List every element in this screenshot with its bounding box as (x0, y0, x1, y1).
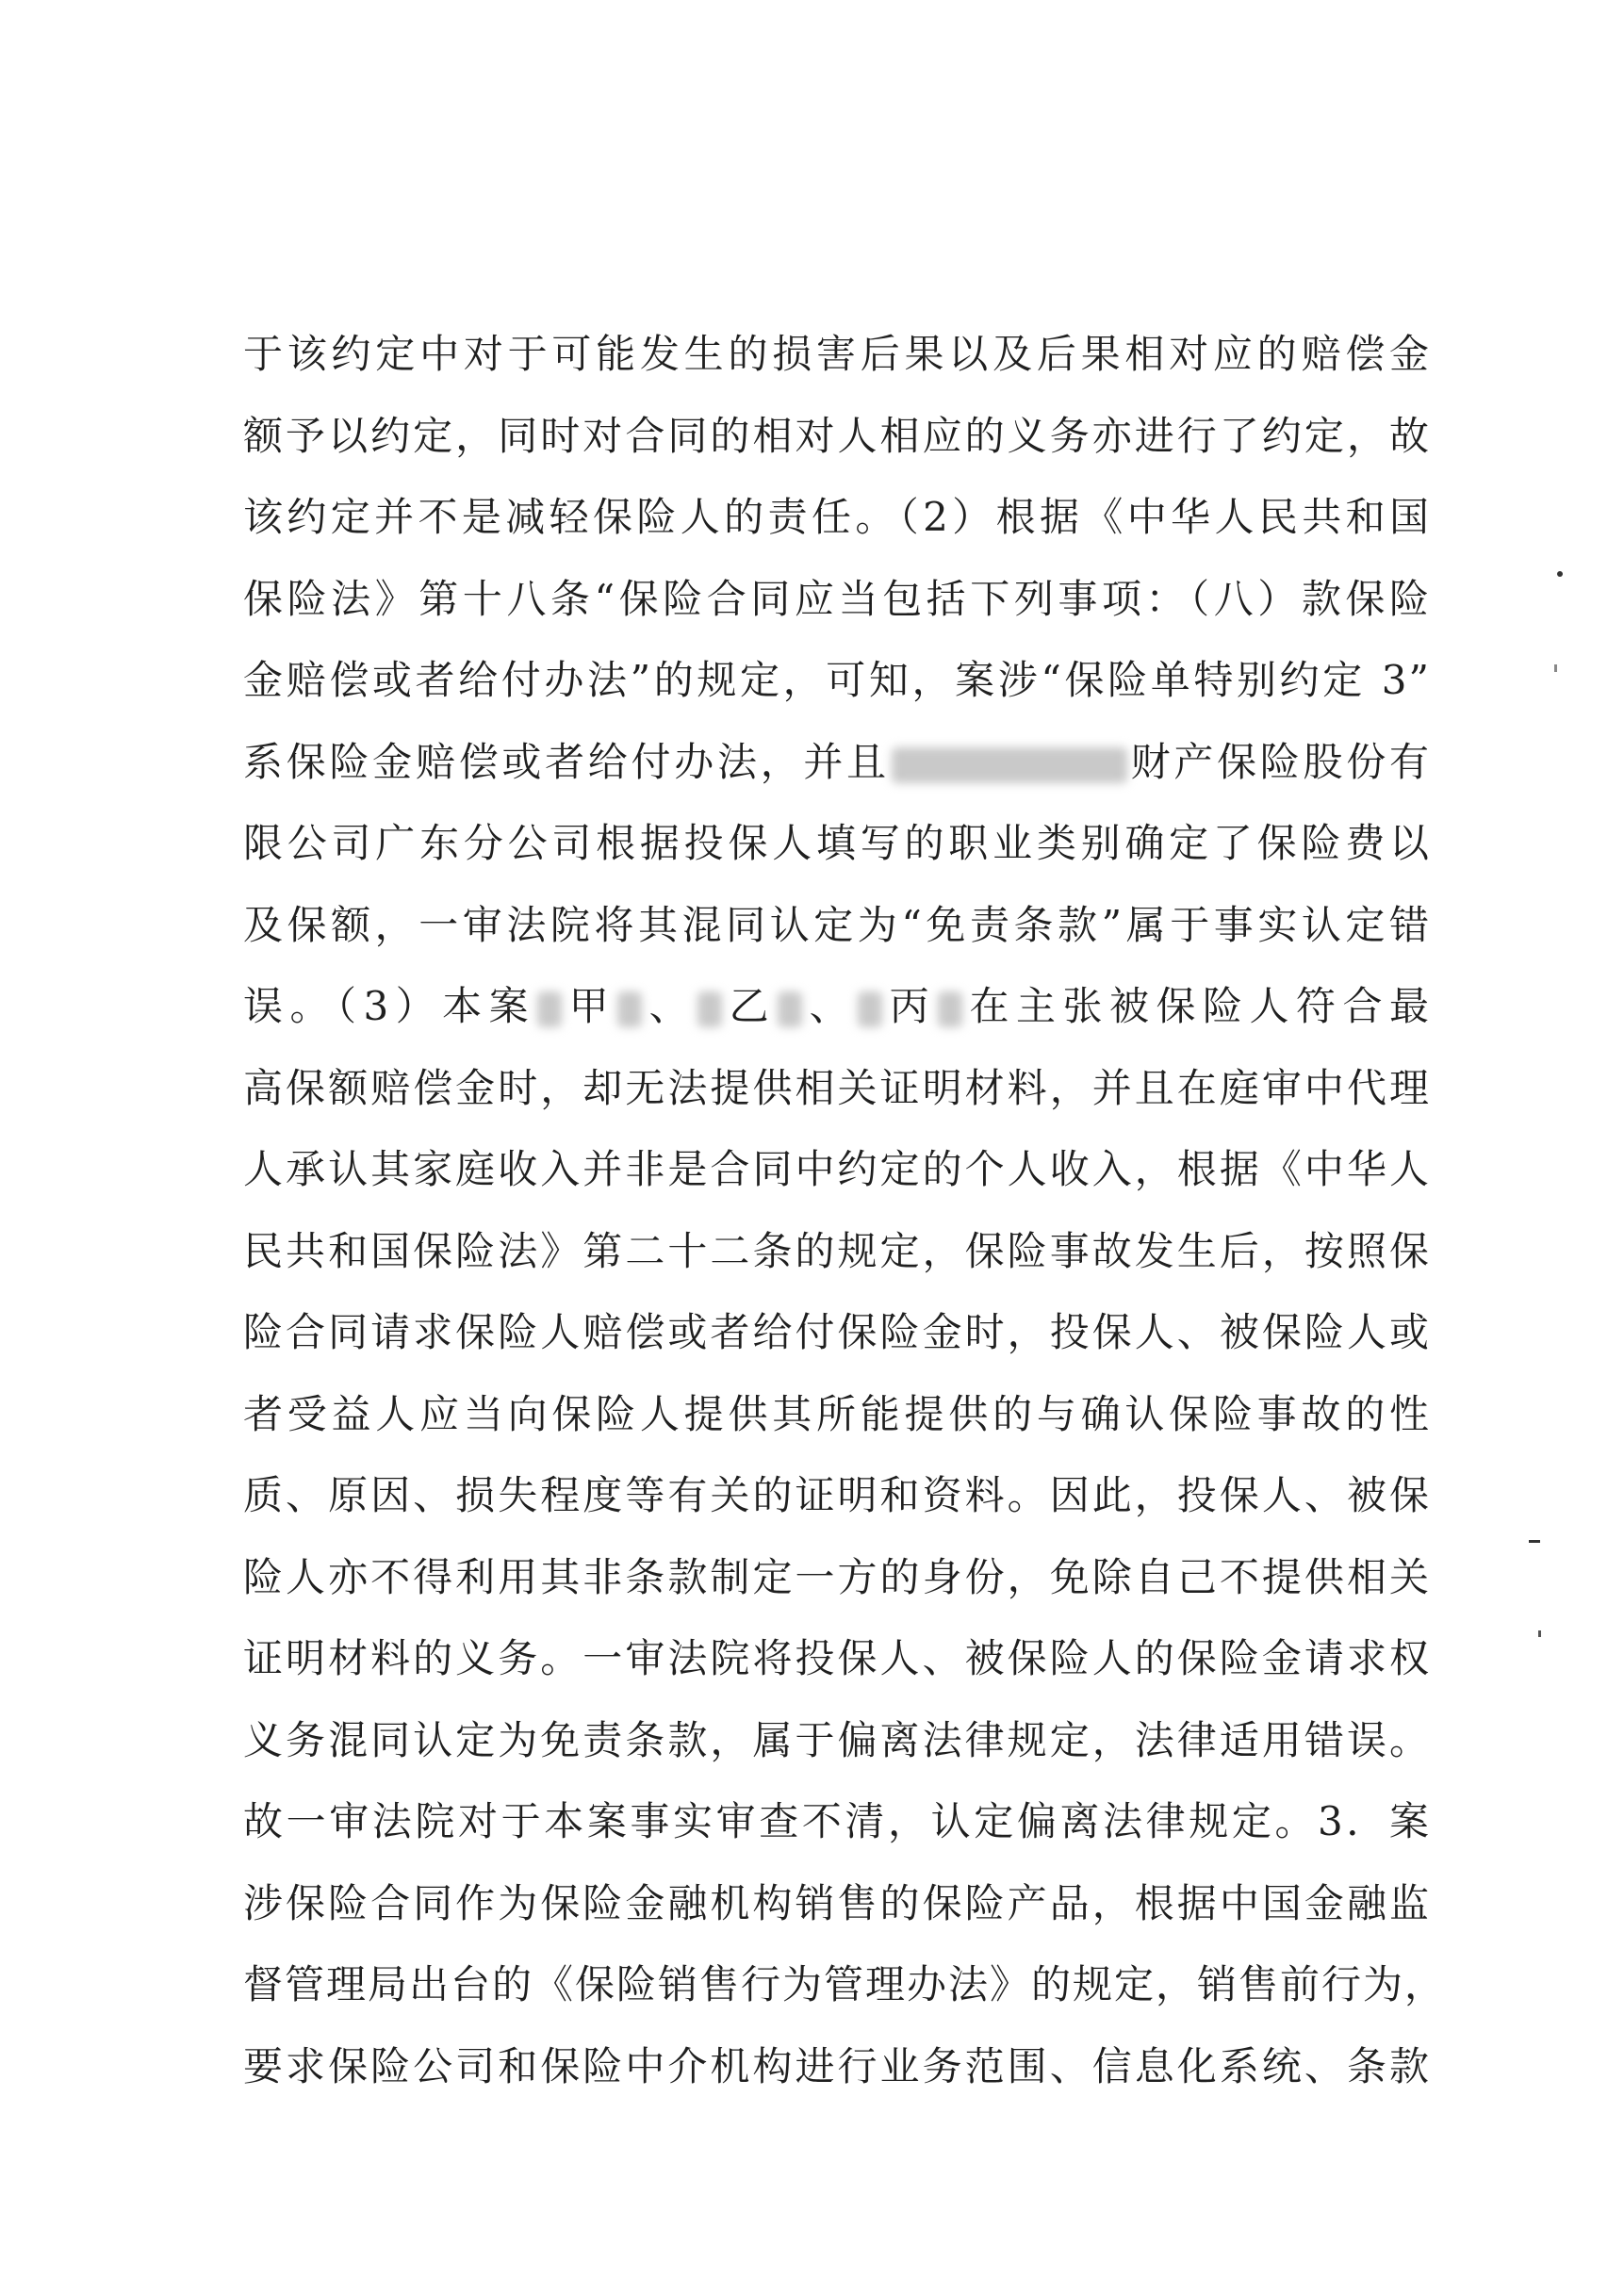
text-segment: 误。（3）本案 (243, 983, 536, 1029)
text-segment: 财产保险股份有 (1128, 738, 1431, 785)
text-line: 故一审法院对于本案事实审查不清，认定偏离法律规定。3．案 (243, 1798, 1431, 1844)
text-line: 额予以约定，同时对合同的相对人相应的义务亦进行了约定，故 (243, 412, 1431, 459)
text-line: 质、原因、损失程度等有关的证明和资料。因此，投保人、被保 (243, 1472, 1431, 1518)
text-line: 金赔偿或者给付办法”的规定，可知，案涉“保险单特别约定 3” (243, 657, 1431, 703)
scan-speck (1538, 1630, 1541, 1637)
redacted-name-part (778, 991, 802, 1027)
text-line: 督管理局出台的《保险销售行为管理办法》的规定，销售前行为， (243, 1961, 1447, 2007)
text-line-with-redaction (243, 966, 1431, 1048)
redacted-name-part (537, 991, 562, 1027)
scan-speck (1529, 1540, 1540, 1543)
text-line: 保险法》第十八条“保险合同应当包括下列事项：（八）款保险 (243, 575, 1431, 622)
redacted-name-part (858, 991, 882, 1027)
text-segment: 、 (644, 983, 697, 1029)
text-segment: 在主张被保险人符合最 (964, 983, 1431, 1029)
redacted-name-part (697, 991, 722, 1027)
text-line: 险合同请求保险人赔偿或者给付保险金时，投保人、被保险人或 (243, 1309, 1431, 1355)
text-line: 要求保险公司和保险中介机构进行业务范围、信息化系统、条款 (243, 2042, 1431, 2089)
redacted-name-part (938, 991, 962, 1027)
text-line: 证明材料的义务。一审法院将投保人、被保险人的保险金请求权 (243, 1635, 1431, 1681)
scan-speck (1557, 571, 1563, 577)
text-line: 及保额，一审法院将其混同认定为“免责条款”属于事实认定错 (243, 901, 1431, 948)
scan-speck (1554, 664, 1557, 672)
text-segment: 、 (804, 983, 857, 1029)
text-line-with-redaction (243, 722, 1431, 804)
party-name: 甲 (564, 983, 616, 1029)
text-line: 于该约定中对于可能发生的损害后果以及后果相对应的赔偿金 (243, 331, 1431, 377)
text-line: 涉保险合同作为保险金融机构销售的保险产品，根据中国金融监 (243, 1879, 1431, 1926)
text-line: 该约定并不是减轻保险人的责任。（2）根据《中华人民共和国 (243, 494, 1431, 540)
text-line: 人承认其家庭收入并非是合同中约定的个人收入，根据《中华人 (243, 1146, 1431, 1192)
party-name: 丙 (884, 983, 937, 1029)
redacted-name-part (617, 991, 642, 1027)
text-line: 者受益人应当向保险人提供其所能提供的与确认保险事故的性 (243, 1390, 1431, 1437)
text-line: 限公司广东分公司根据投保人填写的职业类别确定了保险费以 (243, 820, 1431, 866)
text-segment: 系保险金赔偿或者给付办法，并且 (243, 738, 890, 785)
text-line: 险人亦不得利用其非条款制定一方的身份，免除自己不提供相关 (243, 1553, 1431, 1600)
text-line: 高保额赔偿金时，却无法提供相关证明材料，并且在庭审中代理 (243, 1064, 1431, 1111)
body-text (243, 314, 1447, 2107)
party-name: 乙 (724, 983, 777, 1029)
text-line: 民共和国保险法》第二十二条的规定，保险事故发生后，按照保 (243, 1227, 1431, 1274)
redacted-company-name (892, 747, 1127, 783)
text-line: 义务混同认定为免责条款，属于偏离法律规定，法律适用错误。 (243, 1716, 1431, 1763)
